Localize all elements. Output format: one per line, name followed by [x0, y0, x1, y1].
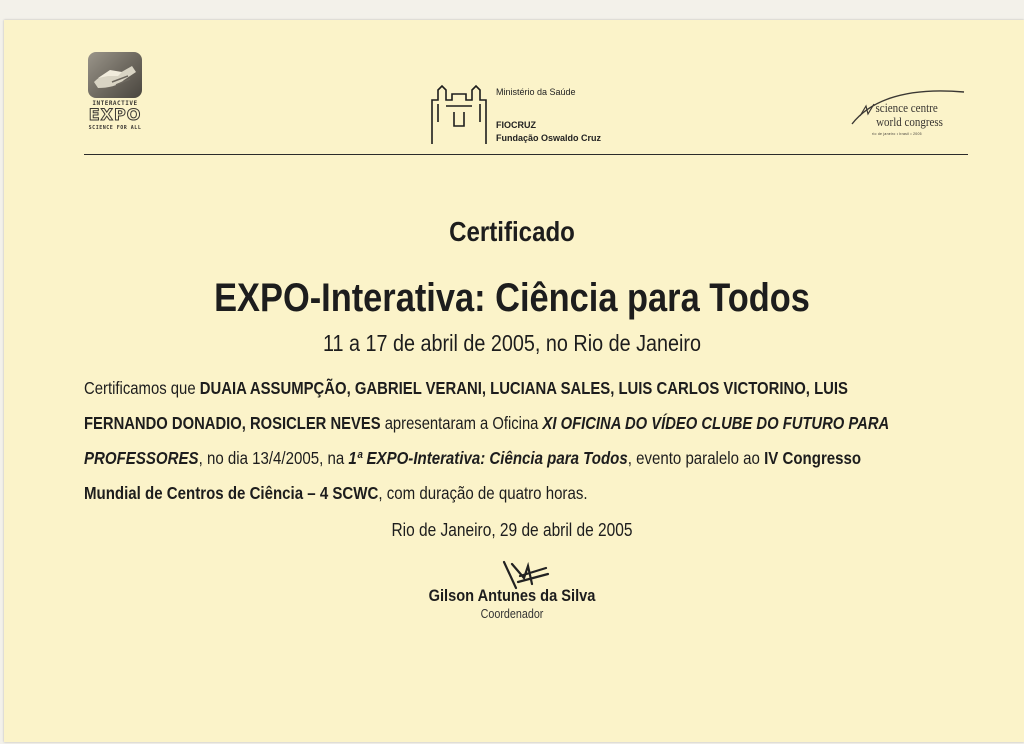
event-title: EXPO-Interativa: Ciência para Todos: [214, 276, 810, 320]
signer-name: Gilson Antunes da Silva: [428, 586, 596, 605]
ministry-label: Ministério da Saúde: [496, 87, 576, 97]
handshake-icon: [88, 52, 142, 98]
logo-line-interactive: INTERACTIVE: [92, 100, 138, 107]
body-text: , no dia 13/4/2005, na: [198, 448, 349, 468]
science-centre-congress-logo: [846, 76, 976, 152]
body-text: , evento paralelo ao: [627, 448, 765, 468]
fiocruz-label: FIOCRUZ: [496, 120, 536, 130]
workshop-name: XI OFICINA DO VÍDEO CLUBE DO FUTURO PARA: [542, 413, 890, 433]
congress-line-1: science centre: [875, 100, 938, 115]
interactive-expo-logo: [82, 52, 148, 146]
event-dates: 11 a 17 de abril de 2005, no Rio de Janeiro: [323, 330, 701, 356]
congress-line-2: world congress: [876, 114, 943, 129]
body-line-4: [84, 483, 588, 504]
signer-role: Coordenador: [480, 607, 544, 621]
logo-line-expo: EXPO: [88, 105, 142, 124]
participant-names: DUAIA ASSUMPÇÃO, GABRIEL VERANI, LUCIANA SALES, LUIS CARLOS VICTORINO, LUIS: [199, 378, 848, 398]
participant-names: FERNANDO DONADIO, ROSICLER NEVES: [84, 413, 381, 433]
fiocruz-logo: [428, 72, 648, 152]
event-name: 1ª EXPO-Interativa: Ciência para Todos: [348, 448, 628, 468]
congress-name: Mundial de Centros de Ciência – 4 SCWC: [84, 483, 379, 503]
body-line-1: [84, 378, 848, 399]
place-date: Rio de Janeiro, 29 de abril de 2005: [391, 520, 633, 540]
body-text: Certificamos que: [84, 378, 200, 398]
body-text: , com duração de quatro horas.: [378, 483, 588, 503]
logo-line-science-for-all: SCIENCE FOR ALL: [88, 125, 142, 131]
congress-line-3: rio de janeiro • brasil • 2005: [872, 131, 922, 136]
congress-name: IV Congresso: [764, 448, 862, 468]
body-text: apresentaram a Oficina: [380, 413, 543, 433]
body-line-2: [84, 413, 889, 434]
certificate-heading: Certificado: [449, 216, 575, 247]
foundation-label: Fundação Oswaldo Cruz: [496, 133, 602, 143]
body-line-3: [84, 448, 861, 469]
workshop-name: PROFESSORES: [84, 448, 199, 468]
header-divider: [84, 154, 968, 155]
fiocruz-castle-icon: [428, 82, 490, 146]
